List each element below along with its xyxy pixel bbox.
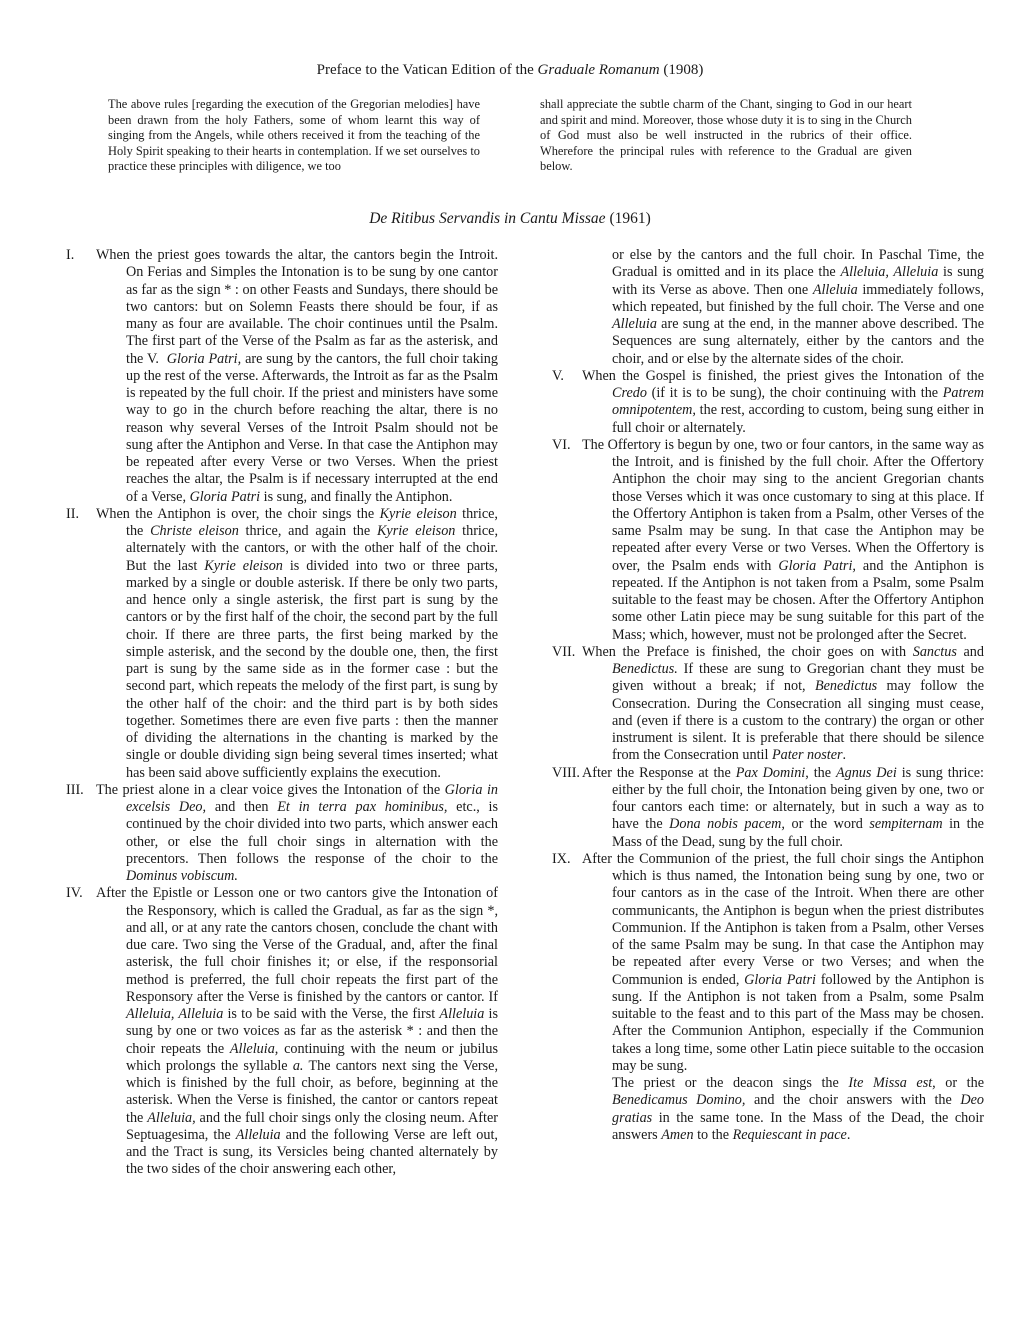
rule-text-continued: The priest or the deacon sings the Ite Missa est, or the Benedicamus Domino, and the choir answers with the Deo gratias in the same tone. In the Mass of the Dead, the choir answers Amen to the Requiescant in pace. [612,1075,985,1143]
rule-item [66,885,498,1178]
preface-left-column: The above rules [regarding the execution of the Gregorian melodies] have been drawn from the holy Fathers, some of whom learnt this way of singing from the Angels, while others received it from the teaching of the Holy Spirit speaking to their hearts in contemplation. If we set ourselves to practice these principles with diligence, we too [108,97,480,174]
rule-number: I. [66,247,75,263]
rule-item [552,437,984,644]
preface-title [0,60,1020,80]
rule-text: The Offertory is begun by one, two or four cantors, in the same way as the Introit, and is finished by the full choir. After the Offertory Antiphon the choir may sing to the ancient Gregorian chants those Verses which it was once customary to sing at this place. If the Offertory Antiphon is taken from a Psalm, other Verses of the same Psalm may be sung. In that case the Antiphon may be repeated after every Verse or two Verses. When the Offertory is over, the Psalm ends with Gloria Patri, and the Antiphon is repeated. If the Antiphon is not taken from a Psalm, some Psalm suitable to the feast may be chosen. After the Offertory Antiphon some other Latin piece may be sung suitable for this part of the Mass; which, however, must not be prolonged after the Secret. [582,436,984,643]
rule-number: VII. [552,643,576,660]
rule-number: IX. [552,850,571,867]
rule-text: When the Preface is finished, the choir goes on with Sanctus and Benedictus. If these are sung to Gregorian chant they must be given without a break; if not, Benedictus may follow the Consecration. During the Consecration all singing must cease, and (even if there is a custom to the contrary) the organ or other instrument is silent. It is preferable that there should be silence from the Consecration until Pater noster. [582,643,984,764]
preface-title-plain: Preface to the Vatican Edition of the [316,62,538,78]
rule-item [66,506,498,782]
rule-number: III. [66,781,84,798]
rule-item [552,644,984,765]
section-title-year: (1961) [605,210,651,227]
rule-text: When the priest goes towards the altar, the cantors begin the Introit. On Ferias and Simples the Intonation is to be sung by one cantor as far as the sign * : on other Feasts and Sundays, there should be two cantors: but on Solemn Feasts there should be four, if as many as four are available. The choir continues until the Psalm. The first part of the Verse of the Psalm as far as the asterisk, and the V. Gloria Patri, are sung by the cantors, the full choir taking up the rest of the verse. Afterwards, the Introit as far as the Psalm is repeated by the full choir. If the priest and ministers have some way to go in the church before reaching the altar, there is no reason why several Verses of the Introit Psalm should not be sung after the Antiphon and Verse. In that case the Antiphon may be repeated after every Verse or two Verses. When the priest reaches the altar, the Psalm is if necessary interrupted at the end of a Verse, Gloria Patri is sung, and finally the Antiphon. [96,247,498,505]
rule-item [552,851,984,1075]
rule-item [552,247,984,368]
rule-text-continued: or else by the cantors and the full choir. In Paschal Time, the Gradual is omitted and in its place the Alleluia, Alleluia is sung with its Verse as above. Then one Alleluia immediately follows, which repeated, but finished by the full choir. The Verse and one Alleluia are sung at the end, in the manner above described. The Sequences are sung alternately, either by the cantors and the choir, and or else by the alternate sides of the choir. [612,247,984,367]
rule-text: When the Antiphon is over, the choir sings the Kyrie eleison thrice, the Christe eleison thrice, and again the Kyrie eleison thrice, alternately with the cantors, or with the other half of the choir. But the last Kyrie eleison is divided into two or three parts, marked by a single or double asterisk. If there be only two parts, and hence only a single asterisk, the first part is sung by the cantors or by the first half of the choir, the second part by the full choir. If there are three parts, the first being marked by the simple asterisk, and the second by the double one, then, the first part is sung by the same side as in the former case : but the second part, which repeats the melody of the first part, is sung by the other half of the choir: and the third part is by both sides together. Sometimes there are even five parts : then the manner of dividing the alternations in the chanting is marked by the single or double dividing sign being several times inserted; what has been said above sufficiently explains the execution. [96,505,498,781]
section-title-italic: De Ritibus Servandis in Cantu Missae [369,210,606,227]
rule-text: The priest alone in a clear voice gives the Intonation of the Gloria in excelsis Deo, and then Et in terra pax hominibus, etc., is continued by the choir divided into two parts, which answer each other, or else the full choir sings in alternation with the precentors. Then follows the response of the choir to the Dominus vobiscum. [96,781,498,884]
rule-item [66,247,498,506]
right-column [552,247,984,1144]
rule-text: After the Response at the Pax Domini, the Agnus Dei is sung thrice: either by the full choir, the Intonation being given by one, two or four cantors each time: or alternately, but in such a way as to have the Dona nobis pacem, or the word sempiternam in the Mass of the Dead, sung by the full choir. [582,764,984,850]
rule-number: VI. [552,436,571,453]
rule-number: IV. [66,885,83,902]
rule-item [552,368,984,437]
rule-text: After the Communion of the priest, the full choir sings the Antiphon which is thus named, the Intonation being sung by one, two or four cantors as in the case of the Introit. When there are other communicants, the Antiphon is begun when the priest distributes Communion. If the Antiphon is taken from a Psalm, other Verses of the same Psalm may be sung. In that case the Antiphon may be repeated after every Verse or two Verses; and when the Communion is ended, Gloria Patri followed by the Antiphon is sung. If the Antiphon is not taken from a Psalm, some Psalm suitable to the feast and to this part of the Mass may be chosen. After the Communion Antiphon, especially if the Communion takes a long time, some other Latin piece suitable to the occasion may be sung. [582,850,984,1074]
preface-title-year: (1908) [659,62,704,78]
rule-number: VIII. [552,764,580,781]
preface-title-italic: Graduale Romanum [537,62,660,78]
preface-right-column: shall appreciate the subtle charm of the Chant, singing to God in our heart and spirit and mind. Moreover, those whose duty it is to sing in the Church of God must also be well instructed in the rubrics of their office. Wherefore the principal rules with reference to the Gradual are given below. [540,97,912,174]
section-title [0,209,1020,229]
rule-number: II. [66,505,79,522]
rule-item [552,1075,984,1144]
rule-item [66,782,498,886]
rule-number: V. [552,367,564,384]
rule-text: When the Gospel is finished, the priest gives the Intonation of the Credo (if it is to be sung), the choir continuing with the Patrem omnipotentem, the rest, according to custom, being sung either in full choir or alternately. [582,367,984,436]
rule-item [552,765,984,851]
rule-text: After the Epistle or Lesson one or two cantors give the Intonation of the Responsory, which is called the Gradual, as far as the sign *, and all, or at any rate the cantors chosen, conclude the chant with due care. Two sing the Verse of the Gradual, and, after the final asterisk, the full choir finishes it; or else, if the responsorial method is preferred, the full choir repeats the first part of the Responsory after the Verse is finished by the cantors or cantor. If Alleluia, Alleluia is to be said with the Verse, the first Alleluia is sung by one or two voices as far as the asterisk * : and then the choir repeats the Alleluia, continuing with the neum or jubilus which prolongs the syllable a. The cantors next sing the Verse, which is finished by the full choir, as before, beginning at the asterisk. When the Verse is finished, the cantor or cantors repeat the Alleluia, and the full choir sings only the closing neum. After Septuagesima, the Alleluia and the following Verse are left out, and the Tract is sung, its Versicles being chanted alternately by the two sides of the choir answering each other, [96,885,498,1178]
left-column [66,247,498,1179]
